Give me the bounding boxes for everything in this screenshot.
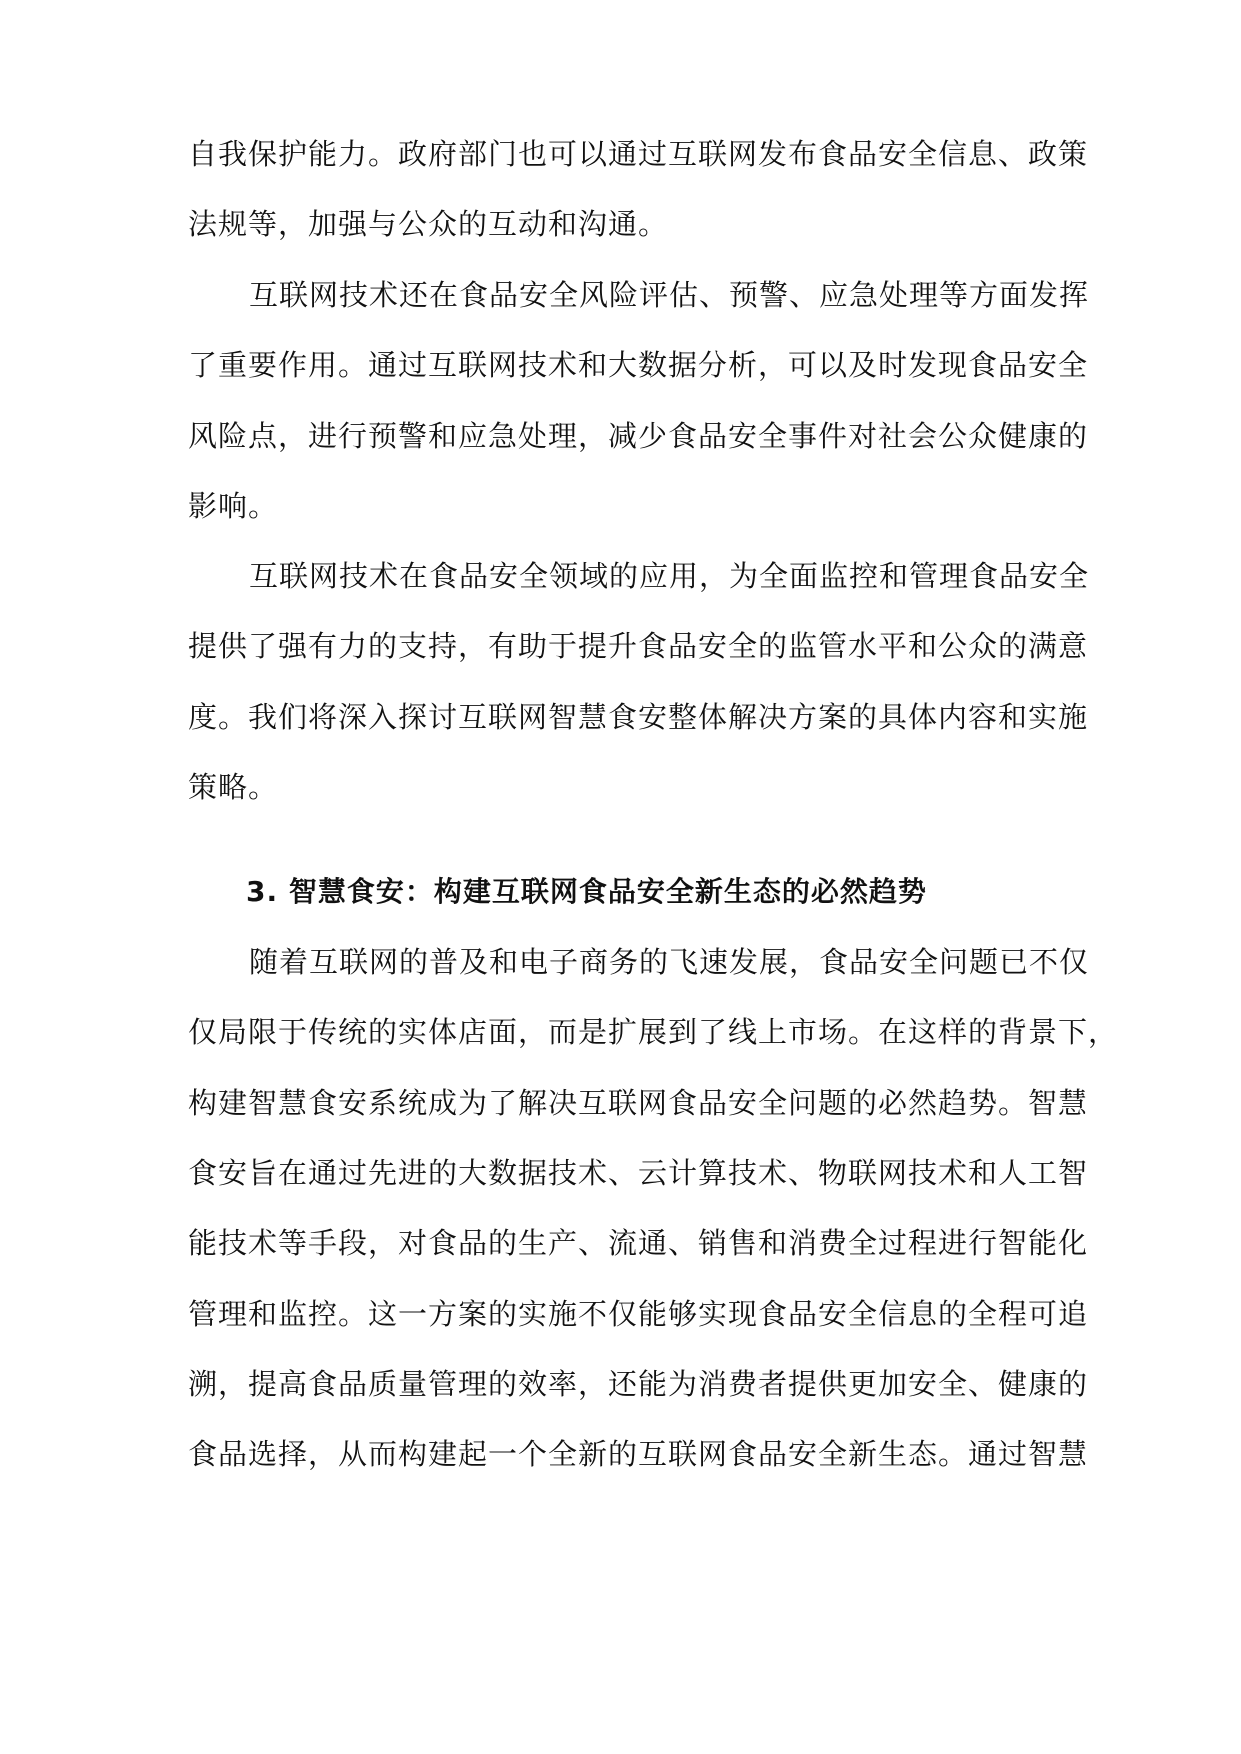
paragraph-2-line-2: 了重要作用。通过互联网技术和大数据分析，可以及时发现食品安全 — [188, 348, 1089, 382]
paragraph-4-line-7: 溯，提高食品质量管理的效率，还能为消费者提供更加安全、健康的 — [188, 1367, 1089, 1401]
paragraph-4-line-3: 构建智慧食安系统成为了解决互联网食品安全问题的必然趋势。智慧 — [188, 1086, 1089, 1120]
paragraph-4-line-4: 食安旨在通过先进的大数据技术、云计算技术、物联网技术和人工智 — [188, 1156, 1089, 1190]
paragraph-2-line-3: 风险点，进行预警和应急处理，减少食品安全事件对社会公众健康的 — [188, 419, 1089, 453]
section-heading: 3. 智慧食安：构建互联网食品安全新生态的必然趋势 — [246, 875, 927, 908]
paragraph-4-line-2: 仅局限于传统的实体店面，而是扩展到了线上市场。在这样的背景下， — [188, 1015, 1119, 1049]
paragraph-3-line-2: 提供了强有力的支持，有助于提升食品安全的监管水平和公众的满意 — [188, 629, 1089, 663]
paragraph-2-line-4: 影响。 — [188, 489, 279, 523]
paragraph-1-line-1: 自我保护能力。政府部门也可以通过互联网发布食品安全信息、政策 — [188, 137, 1089, 171]
paragraph-1-line-2: 法规等，加强与公众的互动和沟通。 — [188, 207, 669, 241]
paragraph-4-line-1: 随着互联网的普及和电子商务的飞速发展，食品安全问题已不仅 — [249, 945, 1090, 979]
paragraph-4-line-5: 能技术等手段，对食品的生产、流通、销售和消费全过程进行智能化 — [188, 1226, 1089, 1260]
paragraph-3-line-4: 策略。 — [188, 770, 279, 804]
paragraph-2-line-1: 互联网技术还在食品安全风险评估、预警、应急处理等方面发挥 — [249, 278, 1090, 312]
paragraph-4-line-6: 管理和监控。这一方案的实施不仅能够实现食品安全信息的全程可追 — [188, 1297, 1089, 1331]
paragraph-3-line-1: 互联网技术在食品安全领域的应用，为全面监控和管理食品安全 — [249, 559, 1090, 593]
paragraph-4-line-8: 食品选择，从而构建起一个全新的互联网食品安全新生态。通过智慧 — [188, 1437, 1089, 1471]
paragraph-3-line-3: 度。我们将深入探讨互联网智慧食安整体解决方案的具体内容和实施 — [188, 700, 1089, 734]
